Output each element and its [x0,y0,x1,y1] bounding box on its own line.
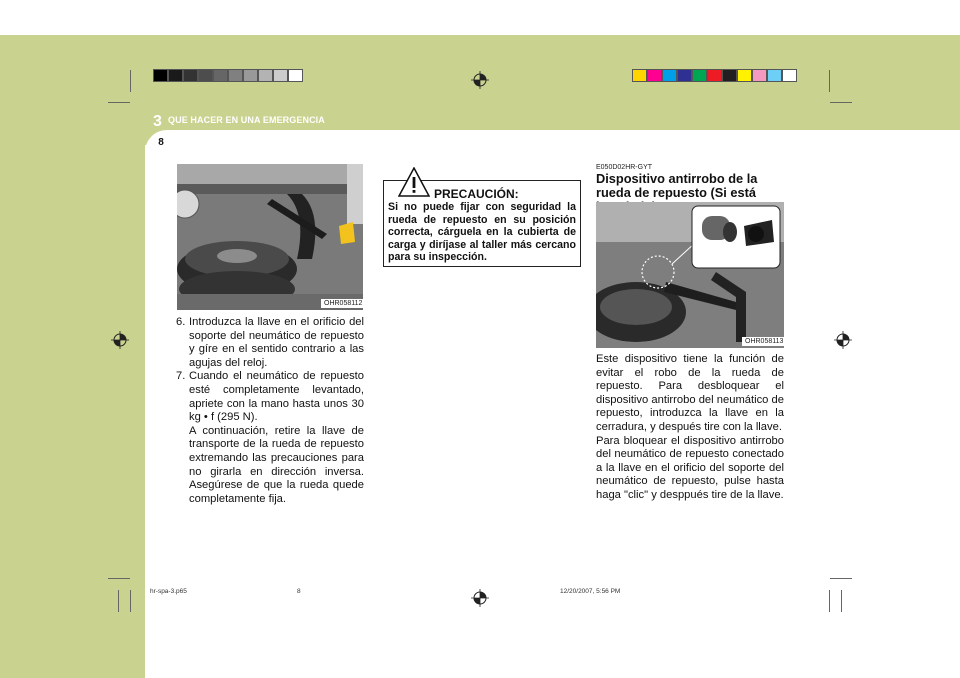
antitheft-photo [596,202,784,348]
list-text: Cuando el neumático de repuesto esté completamente levantado, apriete con la mano hasta unos 30 kg • f (295 N). [189,370,364,424]
crop-mark [118,590,119,612]
registration-swatch [647,69,662,82]
crop-mark [130,590,131,612]
list-text: Introduzca la llave en el orificio del soporte del neumático de repuesto y gíre en el sentido contrario a las agujas del reloj. [189,316,364,369]
crop-mark [829,70,830,92]
registration-swatch [258,69,273,82]
registration-swatch [752,69,767,82]
caution-body: Si no puede fijar con seguridad la rueda de repuesto en su posición correcta, cárguela en la cubierta de carga y diríjase al taller más cercano para su inspección. [388,201,576,263]
registration-swatch [153,69,168,82]
crop-mark [841,590,842,612]
crop-mark [108,102,130,103]
spare-tire-illustration [177,164,363,310]
registration-bar-right [632,69,797,82]
registration-target-icon [471,71,489,89]
list-number: 7. [176,370,186,383]
list-number: 6. [176,316,186,328]
caution-box [383,180,581,267]
registration-bar-left [153,69,303,82]
antitheft-illustration [596,202,784,348]
registration-swatch [288,69,303,82]
section-code: E050D02HR-GYT [596,164,653,171]
paragraph: Este dispositivo tiene la función de evitar el robo de la rueda de repuesto. Para desbloquear el dispositivo antirrobo del neumático de repuesto, introduzca la llave en la cerradura, y después tire con la llave. [596,353,784,433]
registration-swatch [198,69,213,82]
right-column-text [596,353,784,503]
footer-timestamp: 12/20/2007, 5:56 PM [560,588,621,595]
caution-title: PRECAUCIÓN: [434,187,519,201]
registration-swatch [722,69,737,82]
registration-swatch [228,69,243,82]
registration-swatch [707,69,722,82]
crop-mark [130,70,131,92]
chapter-title: QUE HACER EN UNA EMERGENCIA [168,115,325,125]
photo-code: OHR058113 [742,337,784,346]
list-item [176,316,364,370]
crop-mark [830,102,852,103]
crop-mark [829,590,830,612]
registration-swatch [168,69,183,82]
registration-target-icon [834,331,852,349]
warning-icon [398,167,430,197]
left-margin-band [0,35,145,678]
registration-swatch [692,69,707,82]
registration-swatch [767,69,782,82]
page-number: 8 [158,137,164,148]
registration-swatch [213,69,228,82]
continuation-text: A continuación, retire la llave de transporte de la rueda de repuesto extremando las precauciones para no girarla en dirección inversa. Asegúrese de que la rueda quede completamente fija. [189,424,364,505]
section-heading: Dispositivo antirrobo de la rueda de repuesto (Si está [596,171,758,200]
registration-swatch [183,69,198,82]
registration-swatch [662,69,677,82]
registration-swatch [273,69,288,82]
registration-swatch [737,69,752,82]
crop-mark [108,578,130,579]
crop-mark [830,578,852,579]
registration-swatch [243,69,258,82]
registration-target-icon [471,589,489,607]
footer-page: 8 [297,588,301,595]
paragraph: Para bloquear el dispositivo antirrobo del neumático de repuesto conectado a la llave en el orificio del soporte del neumático de repuesto, pulse hasta haga "clic" y desppués tire de la llave. [596,434,784,501]
registration-swatch [632,69,647,82]
left-column-text [176,316,364,506]
registration-swatch [782,69,797,82]
photo-code: OHR058112 [321,299,363,308]
chapter-number: 3 [153,113,162,130]
registration-target-icon [111,331,129,349]
list-item [176,370,364,424]
registration-swatch [677,69,692,82]
list-item-continuation [176,425,364,507]
footer-file: hr-spa-3.p65 [150,588,187,595]
spare-tire-photo [177,164,363,310]
